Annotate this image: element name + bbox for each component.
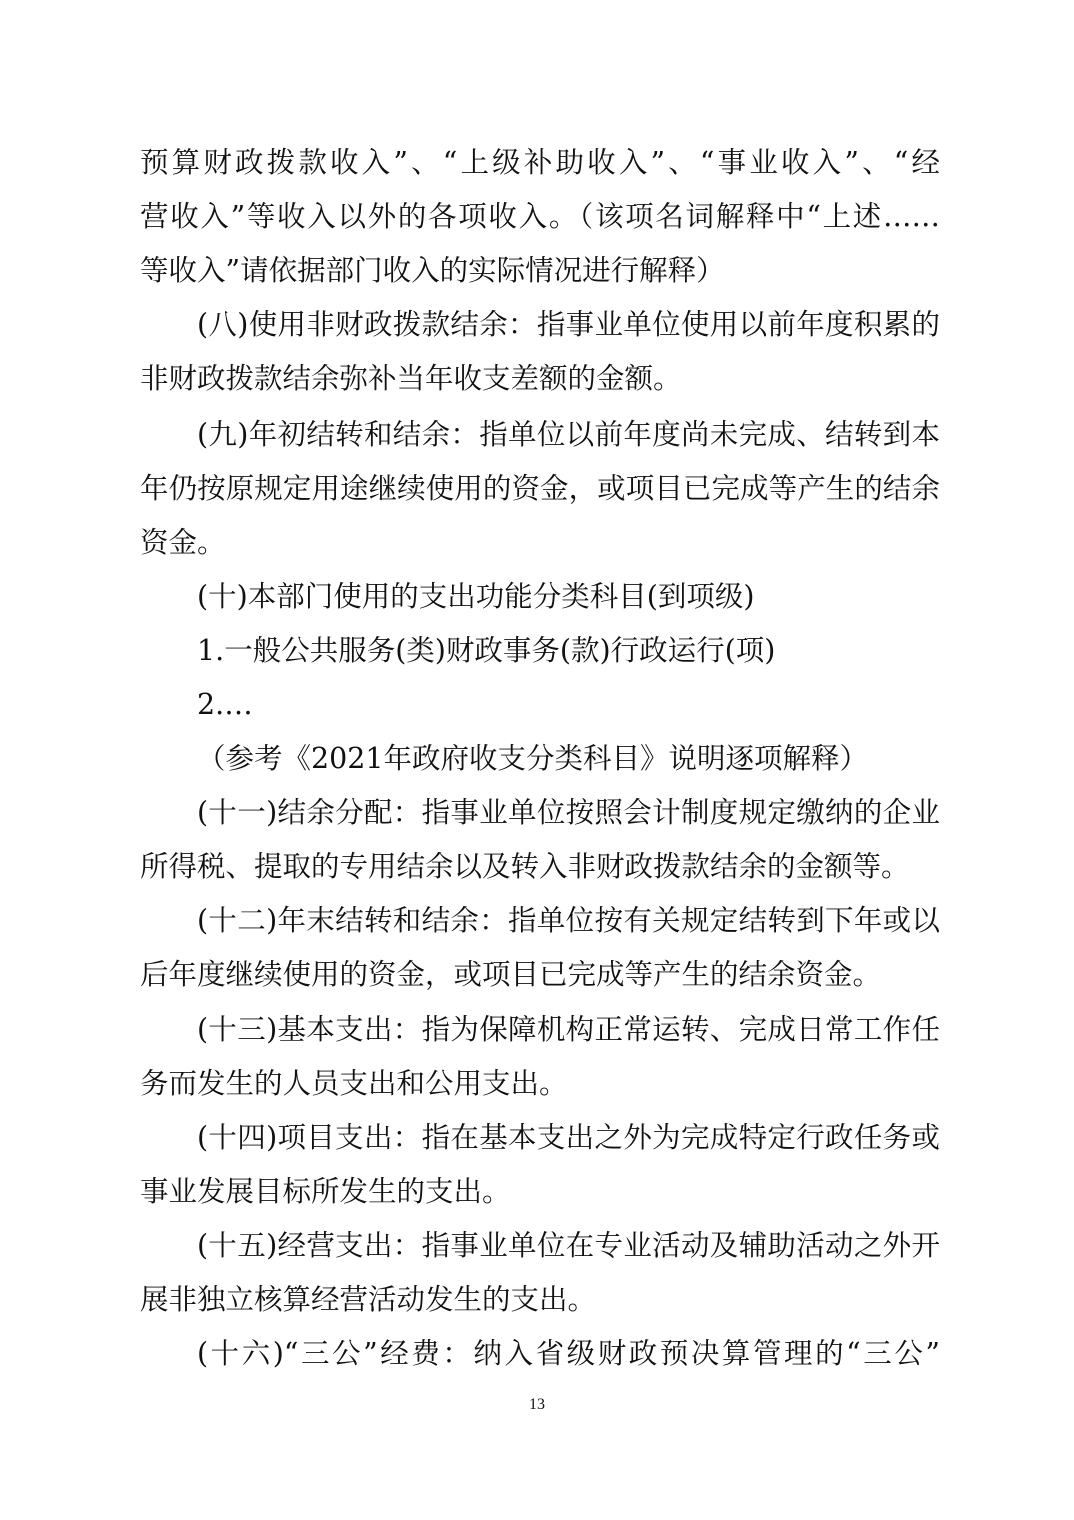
- text-line: 后年度继续使用的资金，或项目已完成等产生的结余资金。: [140, 958, 882, 991]
- text-line: 所得税、提取的专用结余以及转入非财政拨款结余的金额等。: [140, 850, 910, 883]
- text-line: (九)年初结转和结余：指单位以前年度尚未完成、结转到本: [197, 418, 940, 451]
- text-line: 展非独立核算经营活动发生的支出。: [140, 1283, 597, 1316]
- text-line: (十)本部门使用的支出功能分类科目(到项级): [197, 580, 755, 613]
- text-line: (十三)基本支出：指为保障机构正常运转、完成日常工作任: [197, 1013, 940, 1046]
- text-line: 务而发生的人员支出和公用支出。: [140, 1067, 568, 1100]
- text-line: 资金。: [140, 526, 226, 559]
- page-number: 13: [529, 1396, 545, 1413]
- text-line: (十二)年末结转和结余：指单位按有关规定结转到下年或以: [197, 904, 940, 937]
- text-line: (十四)项目支出：指在基本支出之外为完成特定行政任务或: [197, 1121, 940, 1154]
- text-line: (八)使用非财政拨款结余：指事业单位使用以前年度积累的: [197, 308, 940, 341]
- text-line: 2.…: [197, 688, 253, 721]
- text-line: (十一)结余分配：指事业单位按照会计制度规定缴纳的企业: [197, 796, 940, 829]
- text-line: （参考《2021年政府收支分类科目》说明逐项解释）: [197, 742, 869, 775]
- text-line: (十六)“三公”经费：纳入省级财政预决算管理的“三公”: [197, 1337, 940, 1370]
- text-line: 等收入”请依据部门收入的实际情况进行解释）: [140, 254, 725, 287]
- text-line: (十五)经营支出：指事业单位在专业活动及辅助活动之外开: [197, 1229, 940, 1262]
- text-line: 预算财政拨款收入”、“上级补助收入”、“事业收入”、“经: [140, 146, 940, 179]
- text-line: 非财政拨款结余弥补当年收支差额的金额。: [140, 362, 682, 395]
- text-line: 年仍按原规定用途继续使用的资金，或项目已完成等产生的结余: [140, 472, 940, 505]
- text-line: 1.一般公共服务(类)财政事务(款)行政运行(项): [197, 634, 776, 667]
- text-line: 营收入”等收入以外的各项收入。（该项名词解释中“上述……: [140, 200, 940, 233]
- text-line: 事业发展目标所发生的支出。: [140, 1175, 511, 1208]
